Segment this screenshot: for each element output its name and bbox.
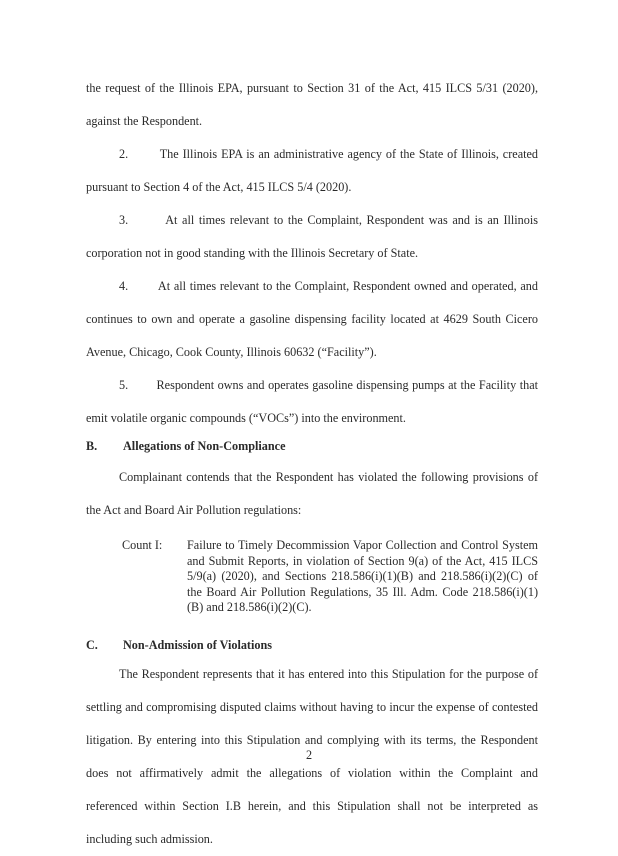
page-number: 2 — [305, 748, 313, 762]
section-heading-b — [86, 436, 538, 456]
paragraph-4: 4. At all times relevant to the Complaint, Respondent owned and operated, and continues to own and operate a gasoline dispensing facility located at 4629 South Cicero Avenue, Chicago, Cook County, Illinois 60632 (“Facility”). — [86, 279, 538, 359]
section-heading-c — [86, 635, 538, 655]
paragraph-3: 3. At all times relevant to the Complaint, Respondent was and is an Illinois corporation not in good standing with the Illinois Secretary of State. — [86, 213, 538, 260]
count-label: Count I: — [122, 538, 163, 552]
paragraph-allegations: Complainant contends that the Respondent has violated the following provisions of the Act and Board Air Pollution regulations: — [86, 470, 538, 517]
section-letter-b: B. — [86, 439, 98, 453]
paragraph-continuation: the request of the Illinois EPA, pursuant to Section 31 of the Act, 415 ILCS 5/31 (2020), against the Respondent. — [86, 81, 538, 128]
count-text: Failure to Timely Decommission Vapor Collection and Control System and Submit Reports, in violation of Section 9(a) of the Act, 415 ILCS 5/9(a) (2020), and Sections 218.586(i)(1)(B) and 218.586(i)(2)(C) of the Board Air Pollution Regulations, 35 Ill. Adm. Code 218.586(i)(1)(B) and 218.586(i)(2)(C). — [187, 538, 538, 615]
section-title-c: Non-Admission of Violations — [123, 638, 272, 652]
section-letter-c: C. — [86, 638, 98, 652]
paragraph-non-admission: The Respondent represents that it has entered into this Stipulation for the purpose of settling and compromising disputed claims without having to incur the expense of contested litigation. By entering into this Stipulation and complying with its terms, the Respondent does not affirmatively admit the allegations of violation within the Complaint and referenced within Section I.B herein, and this Stipulation shall not be interpreted as including such admission. — [86, 667, 538, 846]
paragraph-5: 5. Respondent owns and operates gasoline dispensing pumps at the Facility that emit volatile organic compounds (“VOCs”) into the environment. — [86, 378, 538, 425]
paragraph-2: 2. The Illinois EPA is an administrative agency of the State of Illinois, created pursuant to Section 4 of the Act, 415 ILCS 5/4 (2020). — [86, 147, 538, 194]
section-title-b: Allegations of Non-Compliance — [123, 439, 286, 453]
